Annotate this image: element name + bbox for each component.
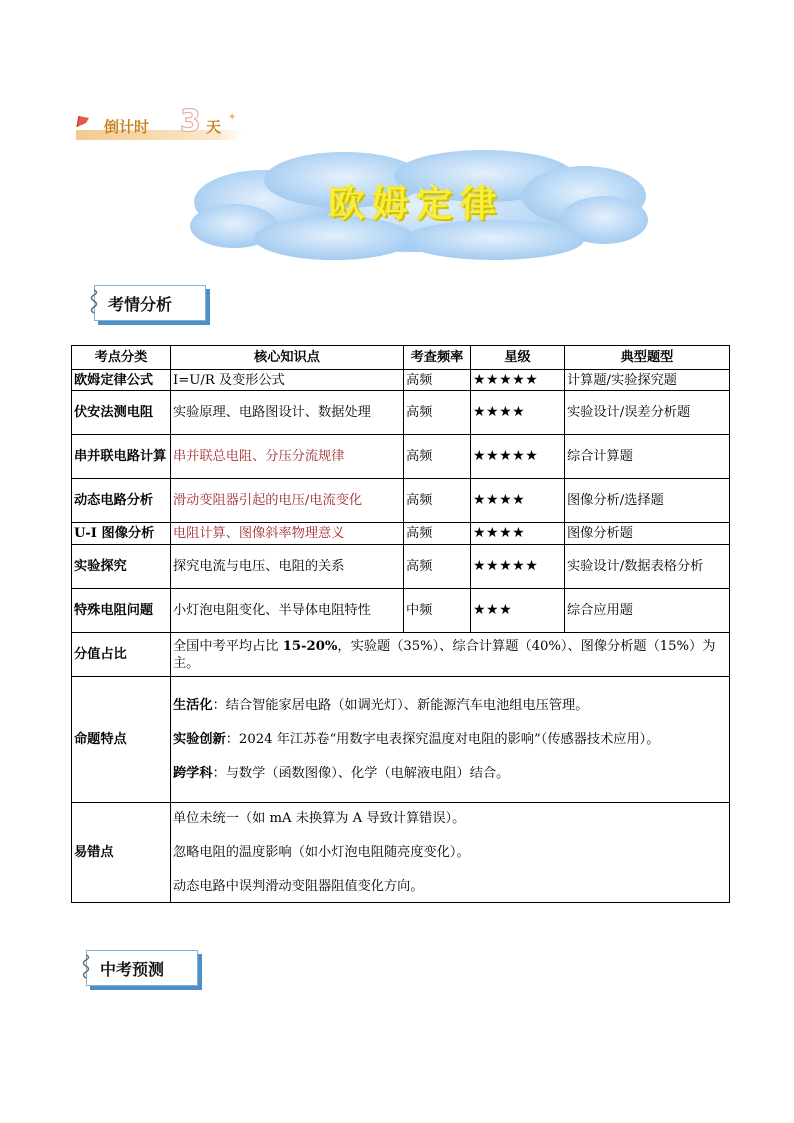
- exam-analysis-table: [71, 345, 730, 903]
- row-frequency: 中频: [404, 589, 471, 633]
- row-stars: ★★★★: [471, 479, 565, 523]
- header-stars: 星级: [471, 346, 565, 370]
- row-type: 综合应用题: [565, 589, 730, 633]
- row-category: 欧姆定律公式: [72, 370, 171, 391]
- row-category: 伏安法测电阻: [72, 391, 171, 435]
- row-knowledge: I=U/R 及变形公式: [171, 370, 404, 391]
- countdown-banner: [76, 104, 246, 142]
- table-row: [72, 370, 730, 391]
- section-title: 考情分析: [108, 295, 173, 314]
- row-category: U-I 图像分析: [72, 523, 171, 545]
- row-frequency: 高频: [404, 545, 471, 589]
- row-frequency: 高频: [404, 370, 471, 391]
- row-type: 图像分析题: [565, 523, 730, 545]
- section-title: 中考预测: [100, 960, 165, 979]
- feature-item: 跨学科：与数学（函数图像）、化学（电解液电阻）结合。: [173, 766, 510, 781]
- row-category: 特殊电阻问题: [72, 589, 171, 633]
- row-frequency: 高频: [404, 479, 471, 523]
- row-type: 综合计算题: [565, 435, 730, 479]
- row-type: 图像分析/选择题: [565, 479, 730, 523]
- row-stars: ★★★: [471, 589, 565, 633]
- flag-icon: [76, 114, 90, 128]
- feature-item: 生活化：结合智能家居电路（如调光灯）、新能源汽车电池组电压管理。: [173, 698, 589, 713]
- table-row: [72, 479, 730, 523]
- features-row: [72, 677, 730, 803]
- row-frequency: 高频: [404, 391, 471, 435]
- sparkle-icon: ✦: [228, 112, 237, 123]
- page-title: 欧姆定律: [328, 184, 505, 225]
- mistakes-content: [171, 803, 730, 903]
- table-header-row: [72, 346, 730, 370]
- mistake-item: 忽略电阻的温度影响（如小灯泡电阻随亮度变化）。: [173, 845, 470, 860]
- header-type: 典型题型: [565, 346, 730, 370]
- row-category: 串并联电路计算: [72, 435, 171, 479]
- table-row: [72, 391, 730, 435]
- row-stars: ★★★★★: [471, 370, 565, 391]
- coil-icon: [80, 953, 92, 983]
- table-row: [72, 589, 730, 633]
- table-row: [72, 435, 730, 479]
- row-type: 计算题/实验探究题: [565, 370, 730, 391]
- row-stars: ★★★★★: [471, 435, 565, 479]
- table-row: [72, 545, 730, 589]
- header-frequency: 考查频率: [404, 346, 471, 370]
- row-stars: ★★★★★: [471, 545, 565, 589]
- row-knowledge: 电阻计算、图像斜率物理意义: [171, 523, 404, 545]
- section-header-forecast: [80, 950, 198, 986]
- score-percentage: 15-20%: [282, 638, 338, 654]
- mistakes-row: [72, 803, 730, 903]
- score-row: [72, 633, 730, 677]
- row-stars: ★★★★: [471, 391, 565, 435]
- row-knowledge: 实验原理、电路图设计、数据处理: [171, 391, 404, 435]
- row-knowledge: 小灯泡电阻变化、半导体电阻特性: [171, 589, 404, 633]
- score-text: 全国中考平均占比 15-20%，实验题（35%）、综合计算题（40%）、图像分析题（15%）为主。: [171, 633, 730, 677]
- mistake-item: 动态电路中误判滑动变阻器阻值变化方向。: [173, 879, 424, 894]
- section-header-analysis: [88, 285, 206, 321]
- row-type: 实验设计/数据表格分析: [565, 545, 730, 589]
- row-frequency: 高频: [404, 435, 471, 479]
- countdown-prefix: 倒计时: [104, 118, 150, 136]
- table-row: [72, 523, 730, 545]
- row-knowledge: 探究电流与电压、电阻的关系: [171, 545, 404, 589]
- row-knowledge: 串并联总电阻、分压分流规律: [171, 435, 404, 479]
- row-knowledge: 滑动变阻器引起的电压/电流变化: [171, 479, 404, 523]
- score-category: 分值占比: [72, 633, 171, 677]
- countdown-suffix: 天: [206, 118, 222, 136]
- row-category: 动态电路分析: [72, 479, 171, 523]
- row-frequency: 高频: [404, 523, 471, 545]
- features-content: [171, 677, 730, 803]
- row-type: 实验设计/误差分析题: [565, 391, 730, 435]
- title-cloud: [184, 150, 649, 262]
- header-knowledge: 核心知识点: [171, 346, 404, 370]
- features-category: 命题特点: [72, 677, 171, 803]
- row-stars: ★★★★: [471, 523, 565, 545]
- countdown-number: 3: [180, 104, 201, 139]
- mistakes-category: 易错点: [72, 803, 171, 903]
- coil-icon: [88, 288, 100, 318]
- mistake-item: 单位未统一（如 mA 未换算为 A 导致计算错误）。: [173, 811, 466, 826]
- feature-item: 实验创新：2024 年江苏卷“用数字电表探究温度对电阻的影响”（传感器技术应用）。: [173, 732, 660, 747]
- row-category: 实验探究: [72, 545, 171, 589]
- header-category: 考点分类: [72, 346, 171, 370]
